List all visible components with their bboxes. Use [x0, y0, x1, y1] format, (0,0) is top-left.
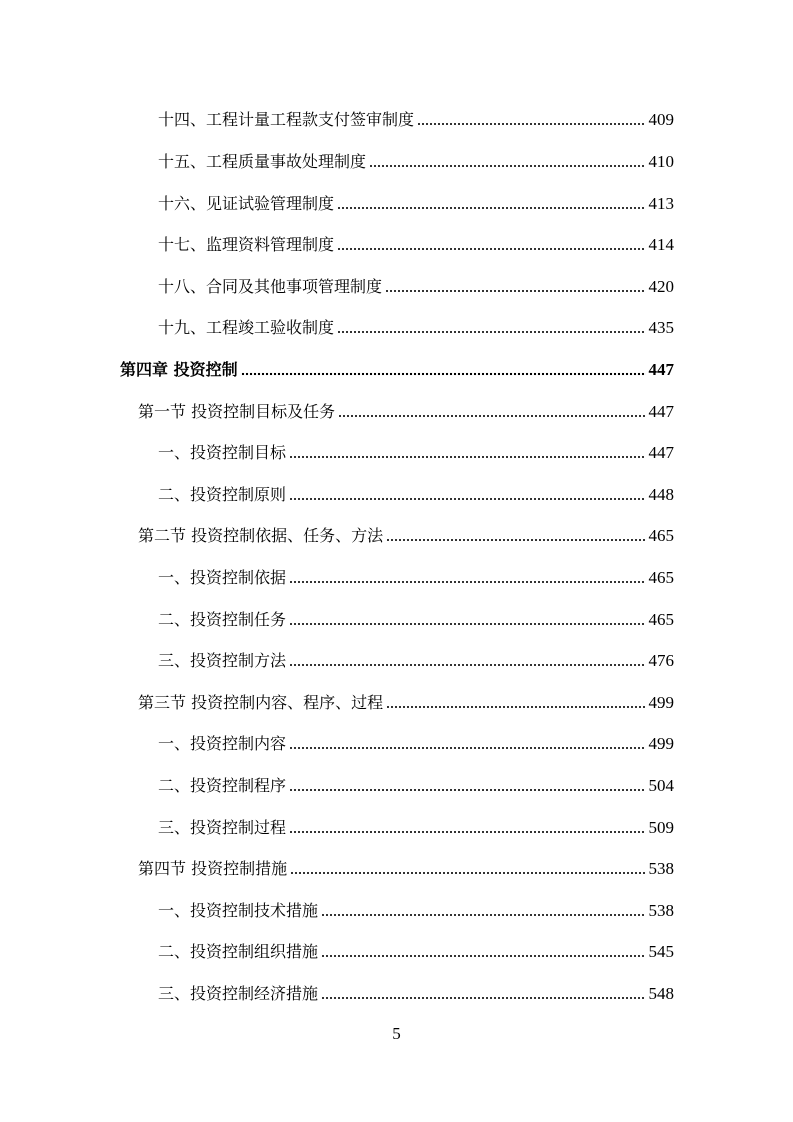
toc-entry[interactable]	[158, 604, 674, 630]
toc-entry-page: 504	[648, 776, 674, 795]
toc-entry-title: 第一节 投资控制目标及任务	[138, 402, 336, 421]
toc-entry-page: 414	[648, 235, 674, 254]
toc-entry-page: 435	[648, 318, 674, 337]
toc-entry-page: 465	[648, 526, 674, 545]
toc-entry[interactable]	[158, 188, 674, 214]
toc-dot-leader	[289, 455, 645, 459]
toc-entry[interactable]	[158, 895, 674, 921]
toc-entry-title: 十四、工程计量工程款支付签审制度	[158, 110, 415, 129]
toc-dot-leader	[386, 705, 645, 709]
toc-entry-title: 三、投资控制经济措施	[158, 984, 319, 1003]
toc-chapter-entry[interactable]	[120, 354, 674, 380]
page-number: 5	[392, 1024, 401, 1043]
toc-entry-title: 二、投资控制原则	[158, 485, 287, 504]
toc-entry-title: 三、投资控制过程	[158, 818, 287, 837]
toc-dot-leader	[337, 247, 645, 251]
toc-entry-title: 十六、见证试验管理制度	[158, 194, 335, 213]
toc-entry-title: 一、投资控制目标	[158, 443, 287, 462]
toc-entry-page: 410	[648, 152, 674, 171]
toc-entry[interactable]	[158, 645, 674, 671]
toc-entry-title: 三、投资控制方法	[158, 651, 287, 670]
toc-entry[interactable]	[158, 562, 674, 588]
toc-entry-page: 420	[648, 277, 674, 296]
toc-entry-title: 一、投资控制技术措施	[158, 901, 319, 920]
toc-section-entry[interactable]	[138, 520, 674, 546]
toc-entry[interactable]	[158, 104, 674, 130]
toc-entry-page: 538	[648, 859, 674, 878]
toc-entry-page: 545	[648, 942, 674, 961]
toc-section-entry[interactable]	[138, 396, 674, 422]
toc-entry-title: 第二节 投资控制依据、任务、方法	[138, 526, 384, 545]
toc-dot-leader	[289, 830, 645, 834]
toc-entry-page: 465	[648, 610, 674, 629]
toc-section-entry[interactable]	[138, 853, 674, 879]
toc-dot-leader	[386, 538, 645, 542]
toc-entry[interactable]	[158, 312, 674, 338]
toc-dot-leader	[337, 330, 645, 334]
toc-entry-title: 二、投资控制组织措施	[158, 942, 319, 961]
toc-entry-page: 548	[648, 984, 674, 1003]
toc-entry[interactable]	[158, 437, 674, 463]
toc-entry-title: 一、投资控制依据	[158, 568, 287, 587]
toc-entry-title: 二、投资控制任务	[158, 610, 287, 629]
toc-entry[interactable]	[158, 479, 674, 505]
toc-entry-page: 476	[648, 651, 674, 670]
toc-entry-title: 十五、工程质量事故处理制度	[158, 152, 367, 171]
toc-entry-page: 499	[648, 693, 674, 712]
toc-entry-page: 447	[648, 402, 674, 421]
toc-entry[interactable]	[158, 271, 674, 297]
toc-dot-leader	[417, 122, 645, 126]
toc-dot-leader	[289, 788, 645, 792]
toc-entry-page: 499	[648, 734, 674, 753]
toc-entry-title: 十九、工程竣工验收制度	[158, 318, 335, 337]
toc-entry-page: 465	[648, 568, 674, 587]
toc-dot-leader	[321, 996, 645, 1000]
toc-entry-page: 409	[648, 110, 674, 129]
toc-entry[interactable]	[158, 812, 674, 838]
toc-dot-leader	[289, 580, 645, 584]
toc-entry-title: 十八、合同及其他事项管理制度	[158, 277, 383, 296]
toc-dot-leader	[385, 289, 645, 293]
toc-entry-page: 413	[648, 194, 674, 213]
toc-dot-leader	[337, 206, 645, 210]
toc-dot-leader	[241, 372, 646, 376]
toc-dot-leader	[321, 913, 645, 917]
toc-entry-page: 447	[648, 360, 674, 379]
toc-entry[interactable]	[158, 770, 674, 796]
toc-entry-title: 十七、监理资料管理制度	[158, 235, 335, 254]
toc-dot-leader	[338, 414, 645, 418]
toc-dot-leader	[321, 954, 645, 958]
toc-dot-leader	[290, 871, 645, 875]
toc-entry-title: 第四章 投资控制	[120, 360, 238, 379]
toc-section-entry[interactable]	[138, 687, 674, 713]
toc-entry[interactable]	[158, 728, 674, 754]
toc-dot-leader	[289, 497, 645, 501]
toc-entry-title: 一、投资控制内容	[158, 734, 287, 753]
toc-entry-page: 509	[648, 818, 674, 837]
toc-entry[interactable]	[158, 229, 674, 255]
toc-entry[interactable]	[158, 978, 674, 1004]
toc-entry-page: 447	[648, 443, 674, 462]
toc-entry-page: 538	[648, 901, 674, 920]
toc-dot-leader	[369, 164, 645, 168]
toc-entry-title: 二、投资控制程序	[158, 776, 287, 795]
toc-entry-title: 第四节 投资控制措施	[138, 859, 288, 878]
toc-entry[interactable]	[158, 146, 674, 172]
toc-entry[interactable]	[158, 936, 674, 962]
toc-dot-leader	[289, 622, 645, 626]
toc-entry-page: 448	[648, 485, 674, 504]
toc-dot-leader	[289, 746, 645, 750]
toc-dot-leader	[289, 663, 645, 667]
toc-entry-title: 第三节 投资控制内容、程序、过程	[138, 693, 384, 712]
